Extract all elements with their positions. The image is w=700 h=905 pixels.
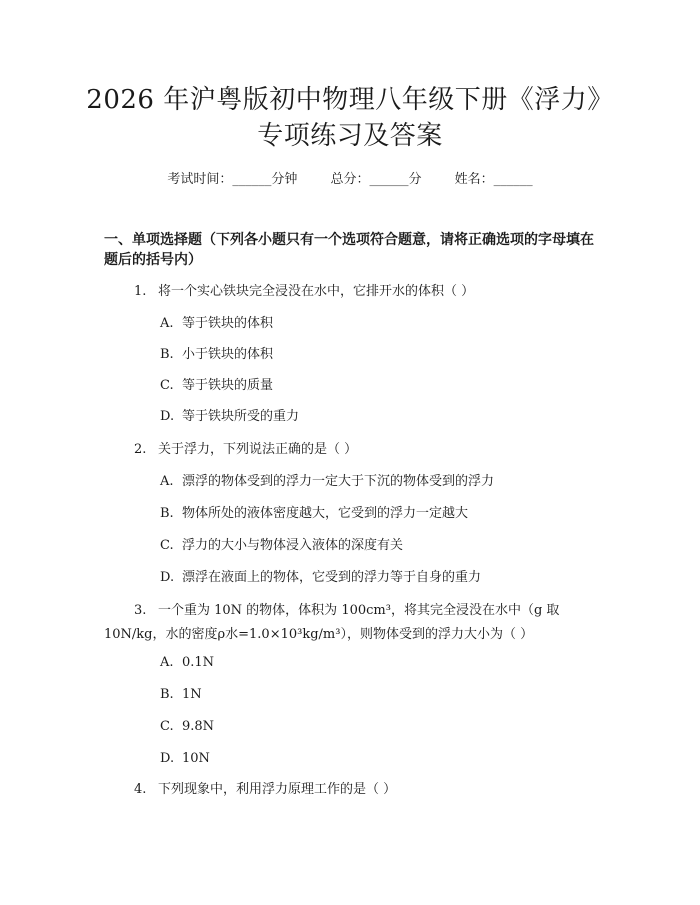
- exam-name: 姓名：______: [454, 172, 533, 187]
- option-letter: B.: [160, 347, 174, 362]
- option-letter: A.: [160, 316, 174, 331]
- option-letter: B.: [160, 506, 174, 521]
- option-text: 等于铁块的质量: [182, 378, 274, 393]
- option-text: 漂浮在液面上的物体，它受到的浮力等于自身的重力: [182, 570, 482, 585]
- question-number: 4.: [134, 782, 147, 797]
- document-title-line-1: 2026 年沪粤版初中物理八年级下册《浮力》: [86, 85, 614, 115]
- question-1-option-a: [160, 315, 273, 333]
- question-3: [104, 599, 604, 647]
- question-2-option-d: [160, 569, 481, 587]
- question-2: [134, 441, 357, 459]
- question-number: 2.: [134, 442, 147, 457]
- question-1-option-c: [160, 377, 273, 395]
- option-letter: D.: [160, 570, 175, 585]
- question-1-option-b: [160, 346, 273, 364]
- exam-meta: [0, 168, 700, 187]
- question-3-option-b: [160, 686, 202, 704]
- question-2-option-c: [160, 537, 403, 555]
- option-text: 漂浮的物体受到的浮力一定大于下沉的物体受到的浮力: [182, 474, 495, 489]
- document-title-line-2: 专项练习及答案: [257, 121, 443, 151]
- option-letter: A.: [160, 655, 174, 670]
- section-heading-single-choice: 一、单项选择题（下列各小题只有一个选项符合题意，请将正确选项的字母填在题后的括号内）: [104, 232, 594, 268]
- exam-time: 考试时间：______分钟: [167, 172, 298, 187]
- option-text: 小于铁块的体积: [182, 347, 274, 362]
- question-text: 关于浮力，下列说法正确的是（ ）: [158, 442, 358, 457]
- option-text: 0.1N: [182, 655, 215, 670]
- option-letter: A.: [160, 474, 174, 489]
- option-text: 物体所处的液体密度越大，它受到的浮力一定越大: [182, 506, 469, 521]
- option-text: 9.8N: [182, 719, 215, 734]
- question-2-option-b: [160, 505, 468, 523]
- question-3-option-a: [160, 654, 214, 672]
- option-letter: D.: [160, 751, 175, 766]
- question-3-option-d: [160, 750, 210, 768]
- option-text: 等于铁块的体积: [182, 316, 274, 331]
- option-text: 10N: [182, 751, 210, 766]
- option-text: 浮力的大小与物体浸入液体的深度有关: [182, 538, 404, 553]
- question-1: [134, 283, 474, 301]
- question-4: [134, 781, 396, 799]
- question-3-option-c: [160, 718, 214, 736]
- question-text: 一个重为 10N 的物体，体积为 100cm³，将其完全浸没在水中（g 取 10N/kg，水的密度ρ水=1.0×10³kg/m³），则物体受到的浮力大小为（ ）: [104, 603, 560, 642]
- option-letter: C.: [160, 538, 174, 553]
- question-number: 3.: [134, 603, 147, 618]
- question-2-option-a: [160, 473, 494, 491]
- question-text: 将一个实心铁块完全浸没在水中，它排开水的体积（ ）: [158, 284, 475, 299]
- question-1-option-d: [160, 408, 299, 426]
- option-letter: B.: [160, 687, 174, 702]
- option-letter: C.: [160, 719, 174, 734]
- exam-score: 总分：______分: [330, 172, 422, 187]
- option-letter: C.: [160, 378, 174, 393]
- option-text: 1N: [182, 687, 202, 702]
- option-text: 等于铁块所受的重力: [182, 409, 300, 424]
- question-number: 1.: [134, 284, 147, 299]
- question-text: 下列现象中，利用浮力原理工作的是（ ）: [158, 782, 397, 797]
- option-letter: D.: [160, 409, 175, 424]
